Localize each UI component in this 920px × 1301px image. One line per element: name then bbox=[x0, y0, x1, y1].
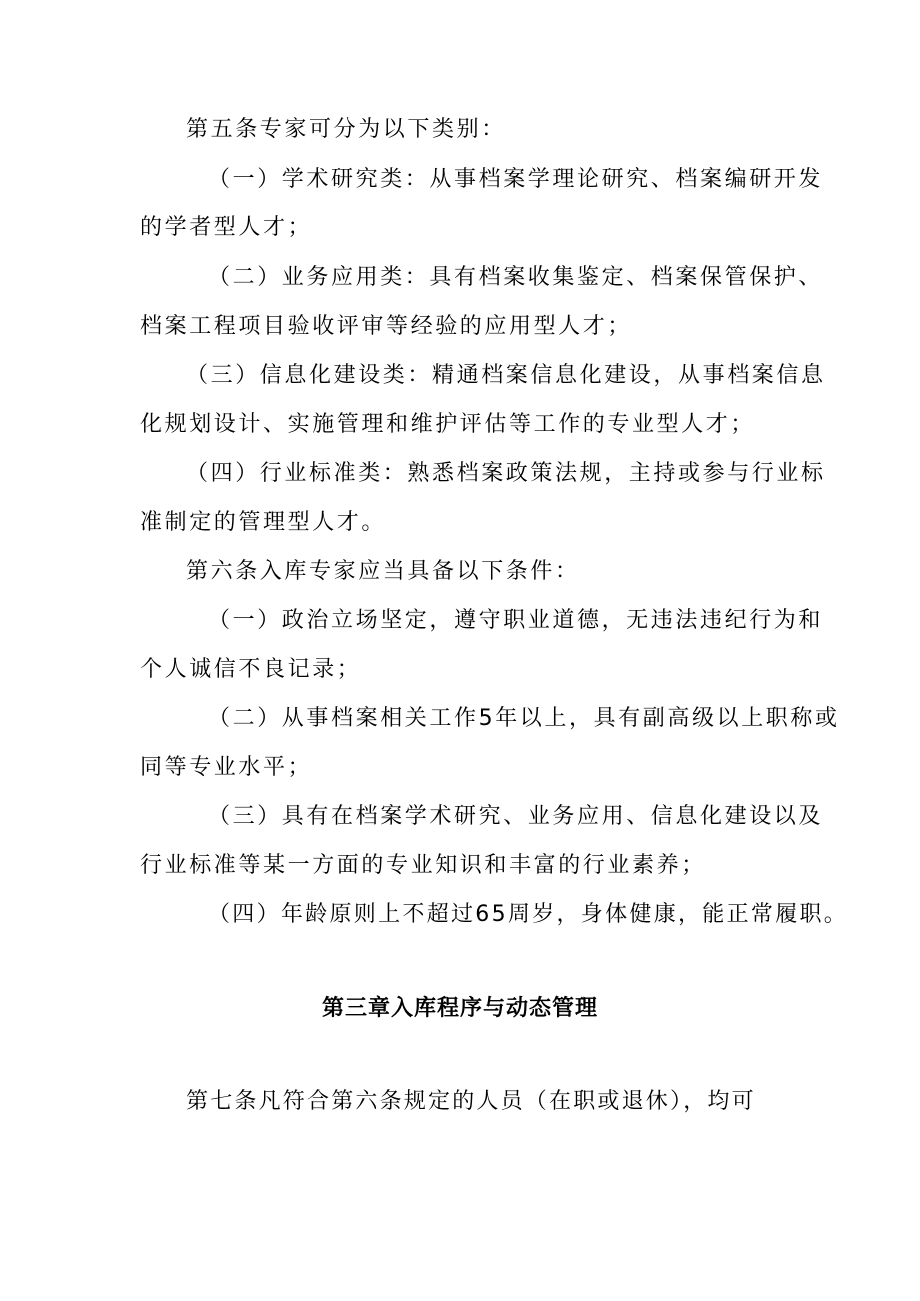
article-5-item-3-continued: 化规划设计、实施管理和维护评估等工作的专业型人才； bbox=[140, 412, 756, 437]
article-5-item-4-continued: 准制定的管理型人才。 bbox=[140, 510, 387, 535]
article-7-start: 第七条凡符合第六条规定的人员（在职或退休），均可 bbox=[186, 1089, 756, 1114]
article-6-heading: 第六条入库专家应当具备以下条件： bbox=[186, 559, 580, 584]
article-5-item-3: （三）信息化建设类：精通档案信息化建设，从事档案信息 bbox=[186, 363, 826, 388]
article-6-item-3-continued: 行业标准等某一方面的专业知识和丰富的行业素养； bbox=[140, 853, 706, 878]
article-5-heading: 第五条专家可分为以下类别： bbox=[186, 117, 506, 142]
article-6-item-3: （三）具有在档案学术研究、业务应用、信息化建设以及 bbox=[208, 804, 824, 829]
article-5-item-1-continued: 的学者型人才； bbox=[140, 215, 313, 240]
article-5-item-2-continued: 档案工程项目验收评审等经验的应用型人才； bbox=[140, 314, 633, 339]
article-5-item-2: （二）业务应用类：具有档案收集鉴定、档案保管保护、 bbox=[208, 265, 824, 290]
chapter-heading: 第三章入库程序与动态管理 bbox=[321, 996, 598, 1021]
article-6-item-2-continued: 同等专业水平； bbox=[140, 755, 313, 780]
article-6-item-4: （四）年龄原则上不超过65周岁，身体健康，能正常履职。 bbox=[208, 902, 849, 927]
article-6-item-1-continued: 个人诚信不良记录； bbox=[140, 657, 362, 682]
article-5-item-1: （一）学术研究类：从事档案学理论研究、档案编研开发 bbox=[208, 167, 824, 192]
article-6-item-2: （二）从事档案相关工作5年以上，具有副高级以上职称或 bbox=[208, 706, 840, 731]
article-6-item-1: （一）政治立场坚定，遵守职业道德，无违法违纪行为和 bbox=[208, 608, 824, 633]
article-5-item-4: （四）行业标准类：熟悉档案政策法规，主持或参与行业标 bbox=[186, 461, 826, 486]
